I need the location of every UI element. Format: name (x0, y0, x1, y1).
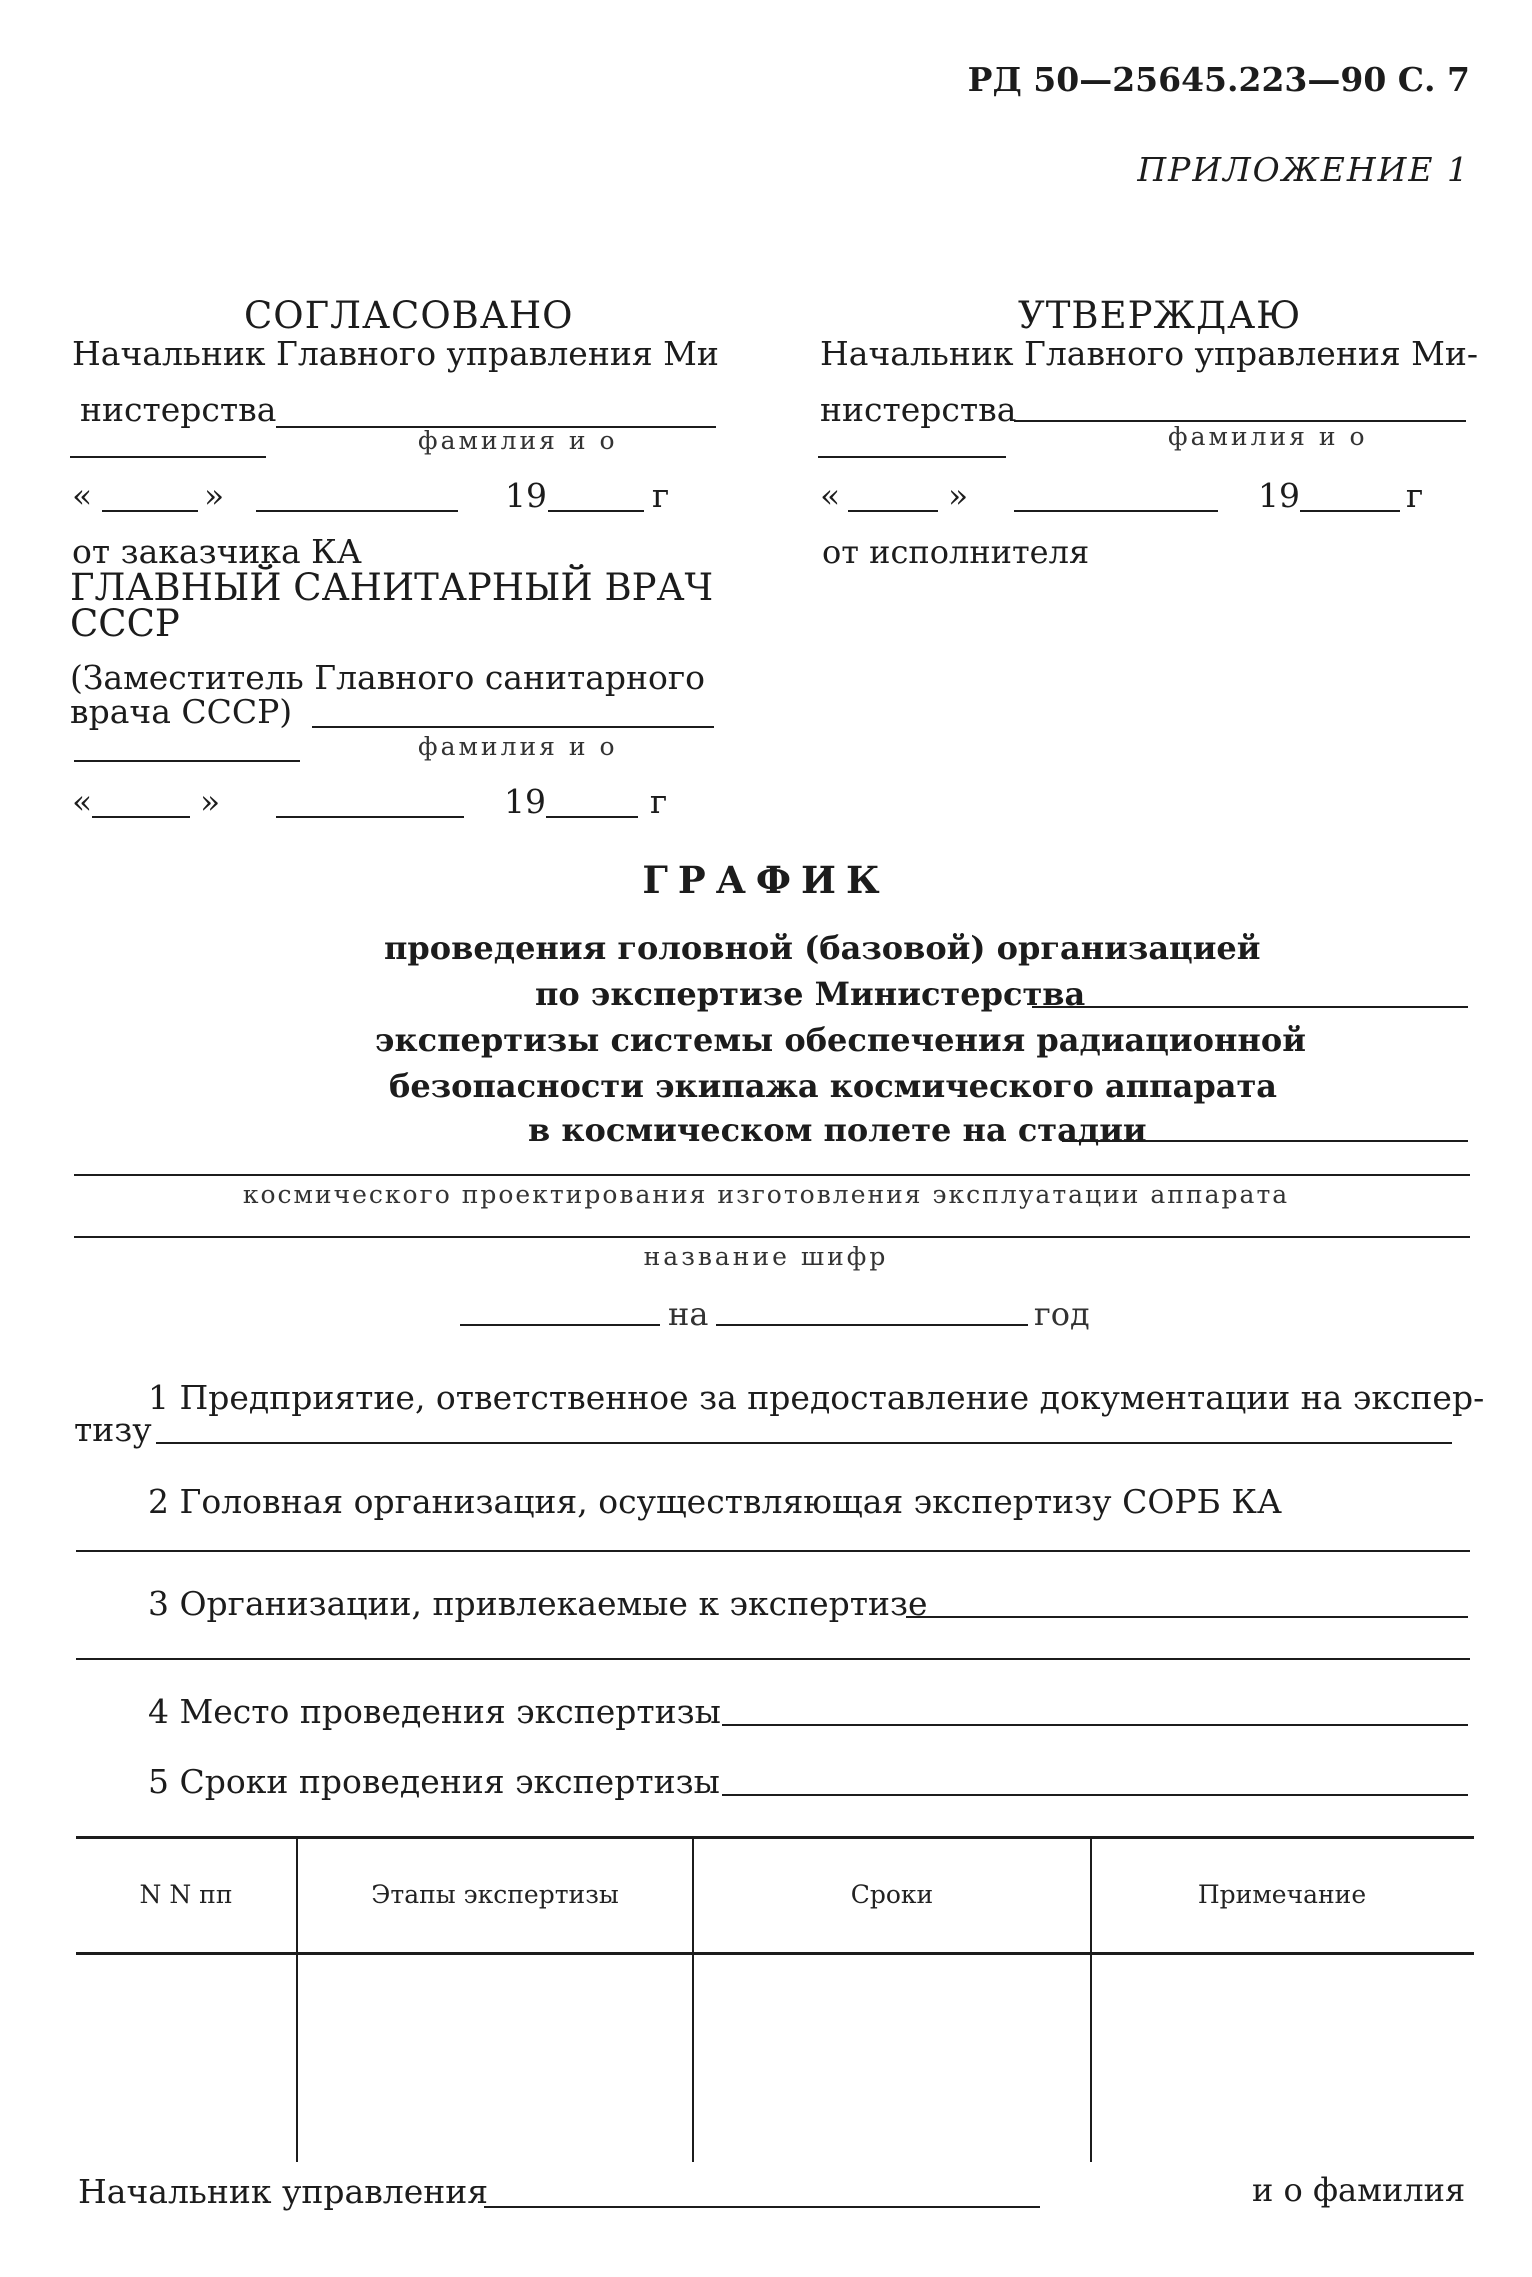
document-reference: РД 50—25645.223—90 С. 7 (967, 60, 1470, 99)
schedule-line4: безопасности экипажа космического аппарата (389, 1067, 1277, 1105)
sanitary-year-suffix: г (650, 782, 668, 821)
agreed-from: от заказчика КА (72, 532, 362, 571)
sanitary-name-caption: фамилия и о (418, 732, 618, 761)
agreed-title: СОГЛАСОВАНО (244, 294, 574, 337)
approved-line1: Начальник Главного управления Ми- (820, 334, 1479, 373)
approved-quote-close: » (948, 476, 969, 515)
stage-continuation-field[interactable] (74, 1174, 1470, 1176)
schedule-line1: проведения головной (базовой) организацией (384, 929, 1261, 967)
item3-text: 3 Организации, привлекаемые к экспертизе (148, 1584, 928, 1623)
column-header-stages: Этапы экспертизы (371, 1880, 619, 1909)
agreed-year-field[interactable] (548, 510, 644, 512)
schedule-title: ГРАФИК (642, 858, 890, 902)
agreed-year-suffix: г (652, 476, 670, 515)
stage-field[interactable] (1062, 1140, 1468, 1142)
item1-line1: 1 Предприятие, ответственное за предоставление документации на экспер- (148, 1378, 1485, 1417)
agreed-quote-open: « (72, 476, 93, 515)
ministry-field[interactable] (1032, 1006, 1468, 1008)
agreed-name-caption: фамилия и о (418, 426, 618, 455)
sanitary-year-field[interactable] (546, 816, 638, 818)
sanitary-month-field[interactable] (276, 816, 464, 818)
period-on-label: на (668, 1295, 709, 1333)
item1-field[interactable] (156, 1442, 1452, 1444)
agreed-line1: Начальник Главного управления Ми (72, 334, 719, 373)
item4-text: 4 Место проведения экспертизы (148, 1692, 721, 1731)
appendix-label: ПРИЛОЖЕНИЕ 1 (1137, 150, 1470, 189)
column-header-deadlines: Сроки (850, 1880, 934, 1909)
column-header-number: N N пп (139, 1880, 233, 1909)
approved-title: УТВЕРЖДАЮ (1018, 294, 1302, 337)
footer-name-caption: и о фамилия (1252, 2171, 1466, 2209)
sanitary-title-line2: СССР (70, 602, 180, 645)
approved-name-caption: фамилия и о (1168, 422, 1368, 451)
item5-field[interactable] (722, 1794, 1468, 1796)
footer-signature-field[interactable] (484, 2206, 1040, 2208)
schedule-line3: экспертизы системы обеспечения радиационной (375, 1021, 1306, 1059)
sanitary-year-prefix: 19 (504, 782, 546, 821)
table-top-rule (76, 1836, 1474, 1839)
approved-year-field[interactable] (1300, 510, 1400, 512)
sanitary-deputy-line1: (Заместитель Главного санитарного (70, 658, 706, 697)
approved-year-prefix: 19 (1258, 476, 1300, 515)
sanitary-signature-field[interactable] (74, 760, 300, 762)
agreed-signature-field[interactable] (70, 456, 266, 458)
sanitary-day-field[interactable] (92, 816, 190, 818)
sanitary-deputy-line2: врача СССР) (70, 692, 293, 731)
agreed-quote-close: » (204, 476, 225, 515)
sanitary-quote-open: « (72, 782, 93, 821)
agreed-day-field[interactable] (102, 510, 198, 512)
approved-from: от исполнителя (822, 533, 1090, 571)
column-header-notes: Примечание (1197, 1880, 1367, 1909)
agreed-month-field[interactable] (256, 510, 458, 512)
approved-signature-field[interactable] (818, 456, 1006, 458)
sanitary-quote-close: » (200, 782, 221, 821)
sanitary-name-field[interactable] (312, 726, 714, 728)
agreed-year-prefix: 19 (505, 476, 547, 515)
item2-field[interactable] (76, 1550, 1470, 1552)
approved-year-suffix: г (1406, 476, 1424, 515)
stages-caption: космического проектирования изготовления эксплуатации аппарата (242, 1180, 1290, 1209)
item4-field[interactable] (722, 1724, 1468, 1726)
period-year-label: год (1034, 1295, 1090, 1333)
schedule-line5: в космическом полете на стадии (528, 1111, 1147, 1149)
item2-text: 2 Головная организация, осуществляющая экспертизу СОРБ КА (148, 1482, 1282, 1521)
period-start-field[interactable] (460, 1324, 660, 1326)
approved-line2: нистерства (820, 390, 1017, 429)
agreed-line2: нистерства (80, 390, 277, 429)
approved-quote-open: « (820, 476, 841, 515)
schedule-line2: по экспертизе Министерства (535, 975, 1086, 1013)
name-code-field[interactable] (74, 1236, 1470, 1238)
footer-head-label: Начальник управления (78, 2172, 489, 2211)
item3-field[interactable] (906, 1616, 1468, 1618)
approved-month-field[interactable] (1014, 510, 1218, 512)
item1-line2: тизу (74, 1410, 152, 1449)
period-year-field[interactable] (716, 1324, 1028, 1326)
item5-text: 5 Сроки проведения экспертизы (148, 1762, 720, 1801)
sanitary-title-line1: ГЛАВНЫЙ САНИТАРНЫЙ ВРАЧ (70, 566, 714, 609)
approved-day-field[interactable] (848, 510, 938, 512)
item3-continuation-field[interactable] (76, 1658, 1470, 1660)
name-code-caption: название шифр (643, 1242, 889, 1271)
table-header-rule (76, 1952, 1474, 1955)
